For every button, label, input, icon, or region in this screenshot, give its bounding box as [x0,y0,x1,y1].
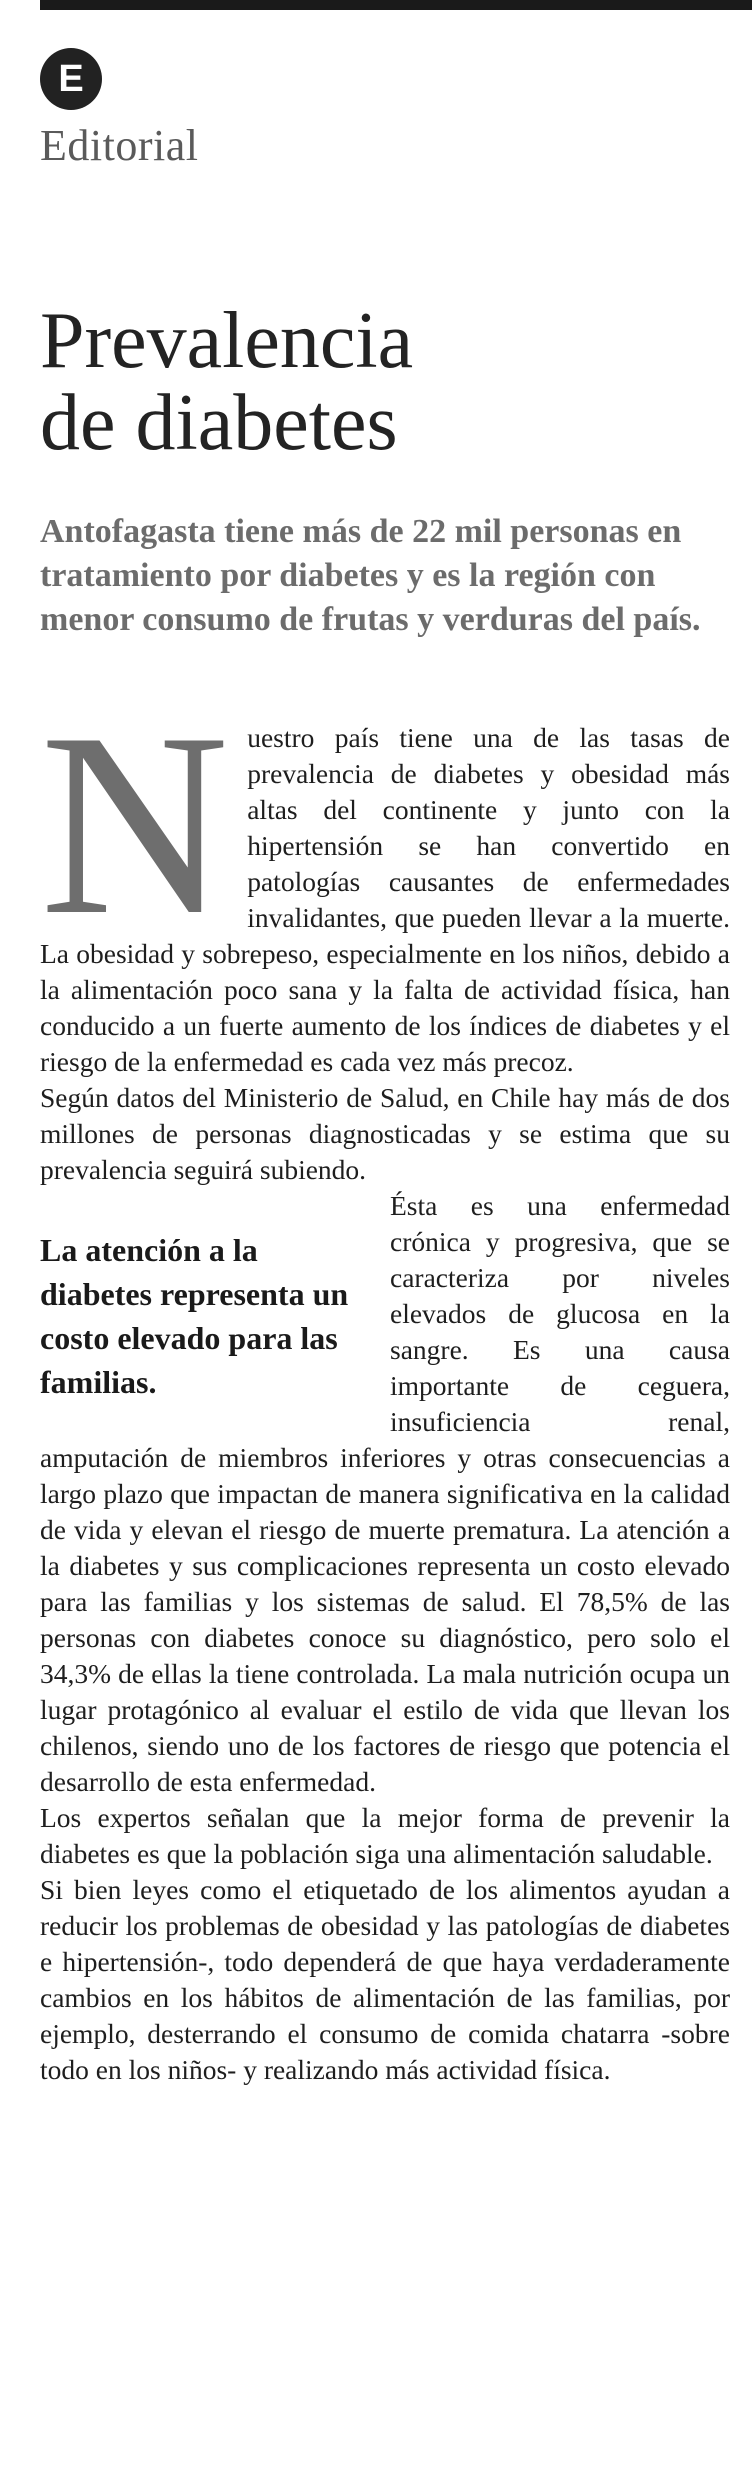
headline-line-2: de diabetes [40,379,398,467]
section-label: Editorial [40,121,199,170]
paragraph-4: Los expertos señalan que la mejor forma de prevenir la diabetes es que la población siga una alimentación saludable. [40,1802,730,1869]
paragraph-5: Si bien leyes como el etiquetado de los alimentos ayudan a reducir los problemas de obesidad y las patologías de diabetes e hipertensión-, todo dependerá de que haya verdaderamente cambios en los hábitos de alimentación de las familias, por ejemplo, desterrando el consumo de comida chatarra -sobre todo en los niños- y realizando más actividad física. [40,1874,730,2085]
article-lead: Antofagasta tiene más de 22 mil personas en tratamiento por diabetes y es la región con menor consumo de frutas y verduras del país. [40,513,701,638]
paragraph-3: Ésta es una enfermedad crónica y progresiva, que se caracteriza por niveles elevados de glucosa en la sangre. Es una causa importante de ceguera, insuficiencia renal, amputación de miembros inferiores y otras consecuencias a largo plazo que impactan de manera significativa en la calidad de vida y elevan el riesgo de muerte prematura. La atención a la diabetes y sus complicaciones representa un costo elevado para las familias y los sistemas de salud. El 78,5% de las personas con diabetes conoce su diagnóstico, pero solo el 34,3% de ellas la tiene controlada. La mala nutrición ocupa un lugar protagónico al evaluar el estilo de vida que llevan los chilenos, siendo uno de los factores de riesgo que potencia el desarrollo de esta enfermedad. [40,1190,730,1797]
drop-cap: N [40,679,230,969]
pull-quote: La atención a la diabetes representa un costo elevado para las familias. [40,1232,349,1400]
paragraph-1: uestro país tiene una de las tasas de prevalencia de diabetes y obesidad más altas del continente y junto con la hipertensión se han convertido en patologías causantes de enfermedades invalidantes, que pueden llevar a la muerte. La obesidad y sobrepeso, especialmente en los niños, debido a la alimentación poco sana y la falta de actividad física, han conducido a un fuerte aumento de los índices de diabetes y el riesgo de la enfermedad es cada vez más precoz. [40,722,730,1077]
paragraph-2: Según datos del Ministerio de Salud, en Chile hay más de dos millones de personas diagnosticadas y se estima que su prevalencia seguirá subiendo. [40,1082,730,1185]
top-rule [40,0,752,10]
article-body [40,679,730,2088]
section-badge-icon: E [40,48,102,110]
headline-line-1: Prevalencia [40,297,414,385]
article-headline [40,297,720,467]
